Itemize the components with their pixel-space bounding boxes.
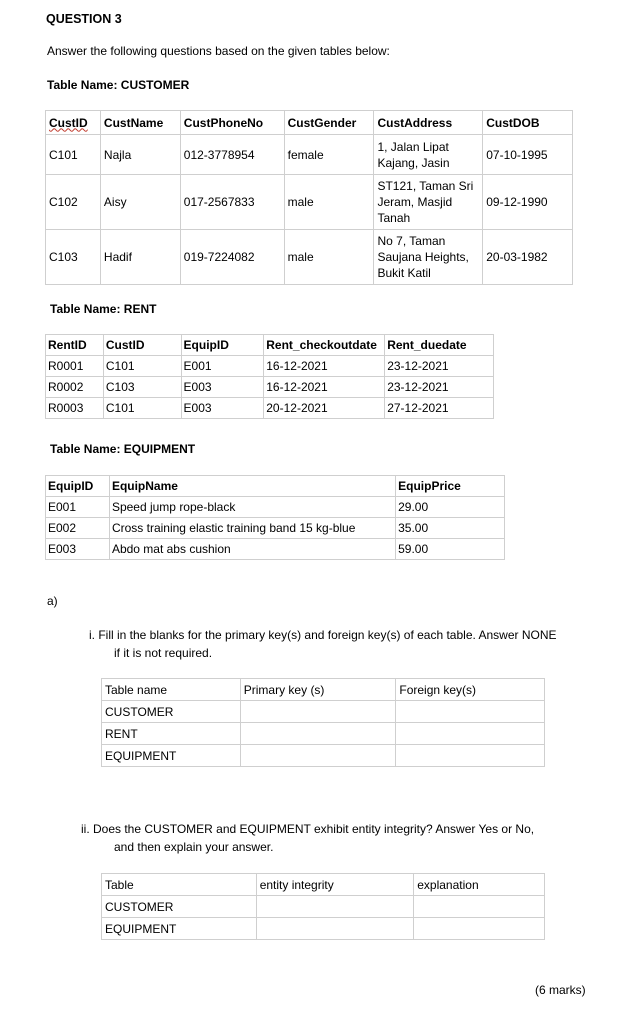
keys-answer-table [101, 678, 545, 767]
cell: E001 [181, 356, 264, 377]
cell-dob: 09-12-1990 [483, 175, 573, 230]
rent-header-checkout: Rent_checkoutdate [264, 335, 385, 356]
cell: 23-12-2021 [385, 377, 494, 398]
keys-header-table-name: Table name [102, 679, 241, 701]
cell: R0001 [46, 356, 104, 377]
cell: E003 [46, 539, 110, 560]
table-row [102, 701, 545, 723]
cell: 23-12-2021 [385, 356, 494, 377]
table-row [102, 723, 545, 745]
foreign-key-blank[interactable] [396, 701, 545, 723]
entity-integrity-blank[interactable] [256, 918, 414, 940]
cell: 27-12-2021 [385, 398, 494, 419]
cell: 20-12-2021 [264, 398, 385, 419]
cell: 35.00 [396, 518, 505, 539]
rent-caption: Table Name: RENT [50, 302, 157, 316]
cell: E003 [181, 377, 264, 398]
rent-header-custid: CustID [103, 335, 181, 356]
cell-address: 1, Jalan Lipat Kajang, Jasin [374, 135, 483, 175]
cell: C101 [103, 356, 181, 377]
question-title: QUESTION 3 [46, 12, 122, 26]
cell-custid: C102 [46, 175, 101, 230]
table-row [46, 497, 505, 518]
keys-row-label: CUSTOMER [102, 701, 241, 723]
question-ii-line2: and then explain your answer. [114, 840, 274, 854]
cell-address: No 7, Taman Saujana Heights, Bukit Katil [374, 230, 483, 285]
question-ii-line1: ii. Does the CUSTOMER and EQUIPMENT exhibit entity integrity? Answer Yes or No, [81, 822, 535, 836]
integrity-header-entity: entity integrity [256, 874, 414, 896]
cell: R0003 [46, 398, 104, 419]
customer-header-dob: CustDOB [483, 111, 573, 135]
cell-gender: male [284, 230, 374, 285]
equipment-header-price: EquipPrice [396, 476, 505, 497]
customer-header-gender: CustGender [284, 111, 374, 135]
cell-phone: 017-2567833 [180, 175, 284, 230]
customer-header-custname: CustName [100, 111, 180, 135]
equipment-table [45, 475, 505, 560]
part-a-label: a) [47, 594, 58, 608]
cell: E001 [46, 497, 110, 518]
table-row [46, 377, 494, 398]
cell: 59.00 [396, 539, 505, 560]
rent-header-equipid: EquipID [181, 335, 264, 356]
cell: E002 [46, 518, 110, 539]
rent-table [45, 334, 494, 419]
keys-header-foreign: Foreign key(s) [396, 679, 545, 701]
cell: 16-12-2021 [264, 377, 385, 398]
cell: C101 [103, 398, 181, 419]
cell-dob: 20-03-1982 [483, 230, 573, 285]
cell-custname: Hadif [100, 230, 180, 285]
cell: Cross training elastic training band 15 kg-blue [109, 518, 395, 539]
entity-integrity-table [101, 873, 545, 940]
rent-header-duedate: Rent_duedate [385, 335, 494, 356]
customer-header-custid: CustID [46, 111, 101, 135]
integrity-row-label: CUSTOMER [102, 896, 257, 918]
cell-custname: Najla [100, 135, 180, 175]
foreign-key-blank[interactable] [396, 745, 545, 767]
table-row [46, 539, 505, 560]
equipment-caption: Table Name: EQUIPMENT [50, 442, 196, 456]
primary-key-blank[interactable] [240, 723, 396, 745]
integrity-row-label: EQUIPMENT [102, 918, 257, 940]
customer-header-phone: CustPhoneNo [180, 111, 284, 135]
cell: E003 [181, 398, 264, 419]
primary-key-blank[interactable] [240, 701, 396, 723]
table-row [46, 175, 573, 230]
primary-key-blank[interactable] [240, 745, 396, 767]
table-row [46, 230, 573, 285]
cell-gender: female [284, 135, 374, 175]
integrity-header-table: Table [102, 874, 257, 896]
table-row [46, 135, 573, 175]
cell-custid: C101 [46, 135, 101, 175]
intro-text: Answer the following questions based on the given tables below: [47, 44, 390, 58]
customer-caption: Table Name: CUSTOMER [47, 78, 190, 92]
table-row [102, 745, 545, 767]
cell: 29.00 [396, 497, 505, 518]
foreign-key-blank[interactable] [396, 723, 545, 745]
table-row [46, 356, 494, 377]
entity-integrity-blank[interactable] [256, 896, 414, 918]
cell-phone: 012-3778954 [180, 135, 284, 175]
cell: R0002 [46, 377, 104, 398]
cell-custname: Aisy [100, 175, 180, 230]
keys-row-label: EQUIPMENT [102, 745, 241, 767]
rent-header-rentid: RentID [46, 335, 104, 356]
equipment-header-equipname: EquipName [109, 476, 395, 497]
cell-address: ST121, Taman Sri Jeram, Masjid Tanah [374, 175, 483, 230]
cell: Abdo mat abs cushion [109, 539, 395, 560]
cell: Speed jump rope-black [109, 497, 395, 518]
table-row [102, 896, 545, 918]
customer-header-address: CustAddress [374, 111, 483, 135]
integrity-header-explanation: explanation [414, 874, 545, 896]
question-i-line1: i. Fill in the blanks for the primary key(s) and foreign key(s) of each table. Answer NONE [89, 628, 557, 642]
cell-phone: 019-7224082 [180, 230, 284, 285]
explanation-blank[interactable] [414, 896, 545, 918]
customer-table [45, 110, 573, 285]
cell: C103 [103, 377, 181, 398]
marks-label: (6 marks) [535, 983, 586, 997]
table-row [46, 398, 494, 419]
table-row [46, 518, 505, 539]
cell-dob: 07-10-1995 [483, 135, 573, 175]
explanation-blank[interactable] [414, 918, 545, 940]
equipment-header-equipid: EquipID [46, 476, 110, 497]
cell: 16-12-2021 [264, 356, 385, 377]
keys-row-label: RENT [102, 723, 241, 745]
cell-gender: male [284, 175, 374, 230]
table-row [102, 918, 545, 940]
cell-custid: C103 [46, 230, 101, 285]
question-i-line2: if it is not required. [114, 646, 213, 660]
keys-header-primary: Primary key (s) [240, 679, 396, 701]
